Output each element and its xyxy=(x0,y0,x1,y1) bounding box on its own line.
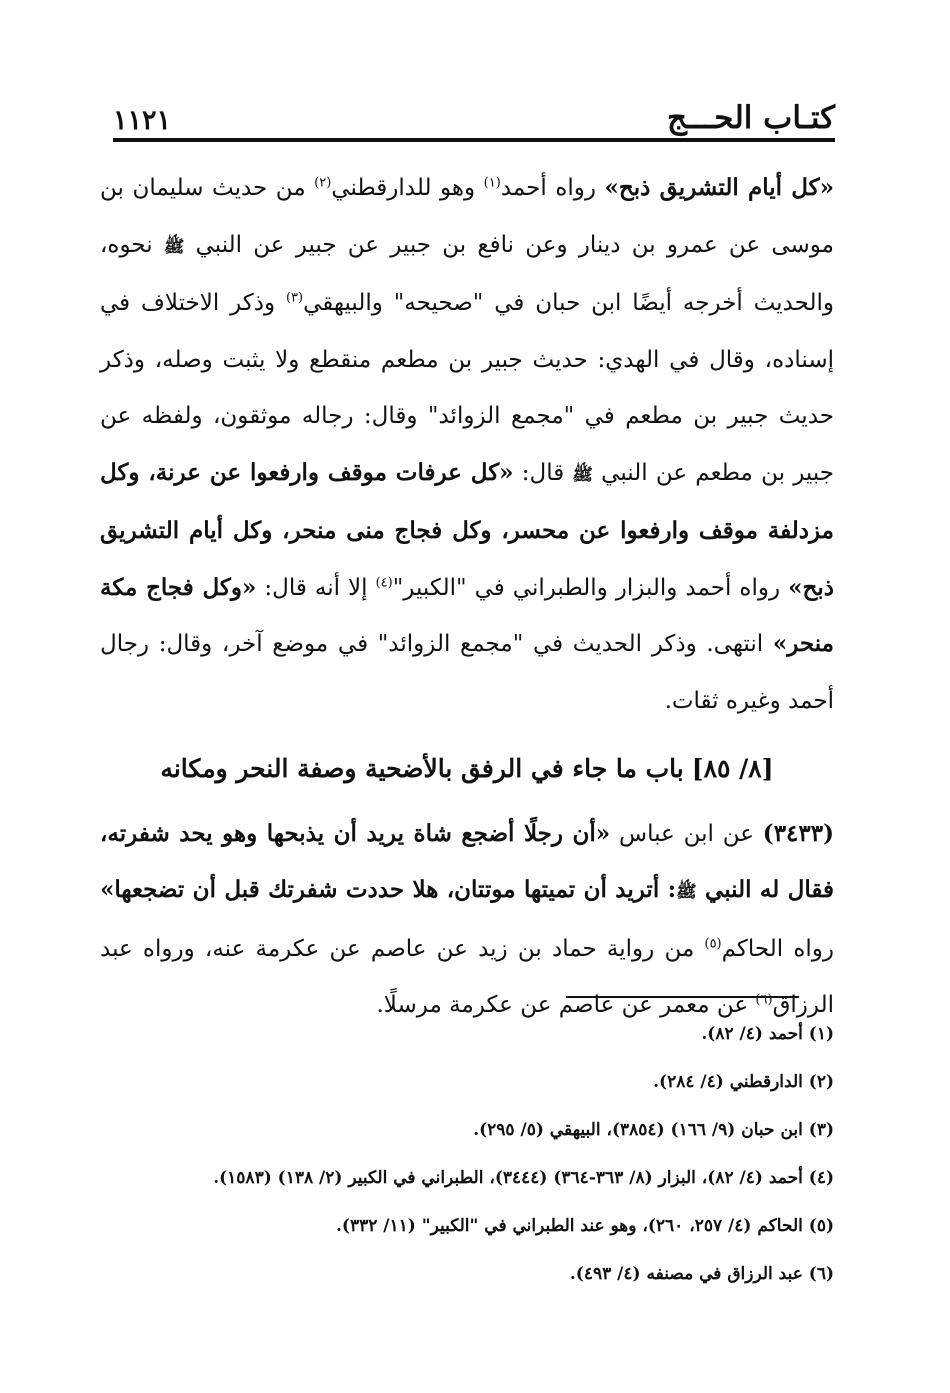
hadith-quote: «كل عرفات موقف وارفعوا عن عرنة، وكل مزدلفة موقف وارفعوا عن محسر، وكل فجاج منى منحر، وكل أيام التشريق ذبح» xyxy=(100,458,834,601)
page-number: ١١٢١ xyxy=(113,105,172,136)
hadith-quote: : أتريد أن تميتها موتتان، هلا حددت شفرتك قبل أن تضجعها» xyxy=(100,876,677,903)
footnote: (٥) الحاكم (٤/ ٢٥٧، ٢٦٠)، وهو عند الطبراني في "الكبير" (١١/ ٣٣٢). xyxy=(335,1216,834,1236)
text-run: من رواية حماد بن زيد عن عاصم عن عكرمة عنه، ورواه عبد الرزاق xyxy=(100,935,834,1018)
paragraph-commentary xyxy=(100,160,834,729)
page-header xyxy=(113,98,835,142)
heading-number: [٨/ ٨٥] xyxy=(691,754,774,783)
footnote: (٢) الدارقطني (٤/ ٢٨٤). xyxy=(653,1072,834,1092)
hadith-number: (٣٤٣٣) xyxy=(762,819,834,847)
text-run: وهو للدارقطني xyxy=(331,175,484,201)
text-run: رواه الحاكم xyxy=(721,935,834,962)
footnote: (٤) أحمد (٤/ ٨٢)، البزار (٨/ ٣٦٣-٣٦٤) (٣٤٤٤)، الطبراني في الكبير (٢/ ١٣٨) (١٥٨٣). xyxy=(213,1168,834,1188)
hadith-quote: «أن رجلًا أضجع شاة يريد أن يذبحها وهو يحد شفرته، فقال له النبي xyxy=(100,819,834,903)
main-text xyxy=(100,160,834,1034)
footnote-ref: (١) xyxy=(483,175,501,191)
footnote-separator xyxy=(566,996,799,998)
heading-text: باب ما جاء في الرفق بالأضحية وصفة النحر ومكانه xyxy=(160,754,684,783)
text-run: قال: xyxy=(513,459,573,486)
salutation-glyph: ﷺ xyxy=(676,882,697,902)
footnote-ref: (٥) xyxy=(704,935,722,951)
text-run: رواه أحمد والبزار والطبراني في "الكبير" xyxy=(392,574,789,601)
text-run: عن ابن عباس xyxy=(610,820,763,847)
footnote: (٦) عبد الرزاق في مصنفه (٤/ ٤٩٣). xyxy=(569,1264,834,1284)
footnote: (٣) ابن حبان (٩/ ١٦٦) (٣٨٥٤)، البيهقي (٥/ ٢٩٥). xyxy=(473,1120,834,1140)
footnote: (١) أحمد (٤/ ٨٢). xyxy=(701,1024,834,1044)
text-run: انتهى. وذكر الحديث في "مجمع الزوائد" في موضع آخر، وقال: رجال أحمد وغيره ثقات. xyxy=(100,631,834,714)
footnote-ref: (٦) xyxy=(755,992,773,1008)
salutation-glyph: ﷺ xyxy=(572,464,593,485)
hadith-quote: «وكل فجاج مكة منحر» xyxy=(100,573,834,657)
chapter-title: كتـاب الحـــج xyxy=(667,100,835,136)
text-run: من حديث سليمان بن موسى عن عمرو بن دينار وعن نافع بن جبير عن جبير عن النبي xyxy=(100,175,835,258)
text-run: رواه أحمد xyxy=(500,175,605,201)
salutation-glyph: ﷺ xyxy=(163,236,185,257)
paragraph-hadith xyxy=(100,806,834,1034)
hadith-quote: «كل أيام التشريق ذبح» xyxy=(604,174,834,201)
chapter-heading xyxy=(100,741,834,798)
footnote-ref: (٣) xyxy=(285,290,304,306)
text-run: عن معمر عن عاصم عن عكرمة مرسلًا. xyxy=(376,992,756,1018)
text-run: إلا أنه قال: xyxy=(256,574,376,601)
footnote-ref: (٤) xyxy=(375,574,393,590)
text-run: وذكر الاختلاف في إسناده، وقال في الهدي: حديث جبير بن مطعم منقطع ولا يثبت وصله، وذكر حديث جبير بن مطعم في "مجمع الزوائد" وقال: رجاله موثقون، ولفظه عن جبير بن مطعم عن النبي xyxy=(100,290,834,486)
text-run: نحوه، والحديث أخرجه أيضًا ابن حبان في "صحيحه" والبيهقي xyxy=(100,231,834,316)
footnote-ref: (٢) xyxy=(314,175,332,191)
footnotes xyxy=(110,1010,834,1298)
